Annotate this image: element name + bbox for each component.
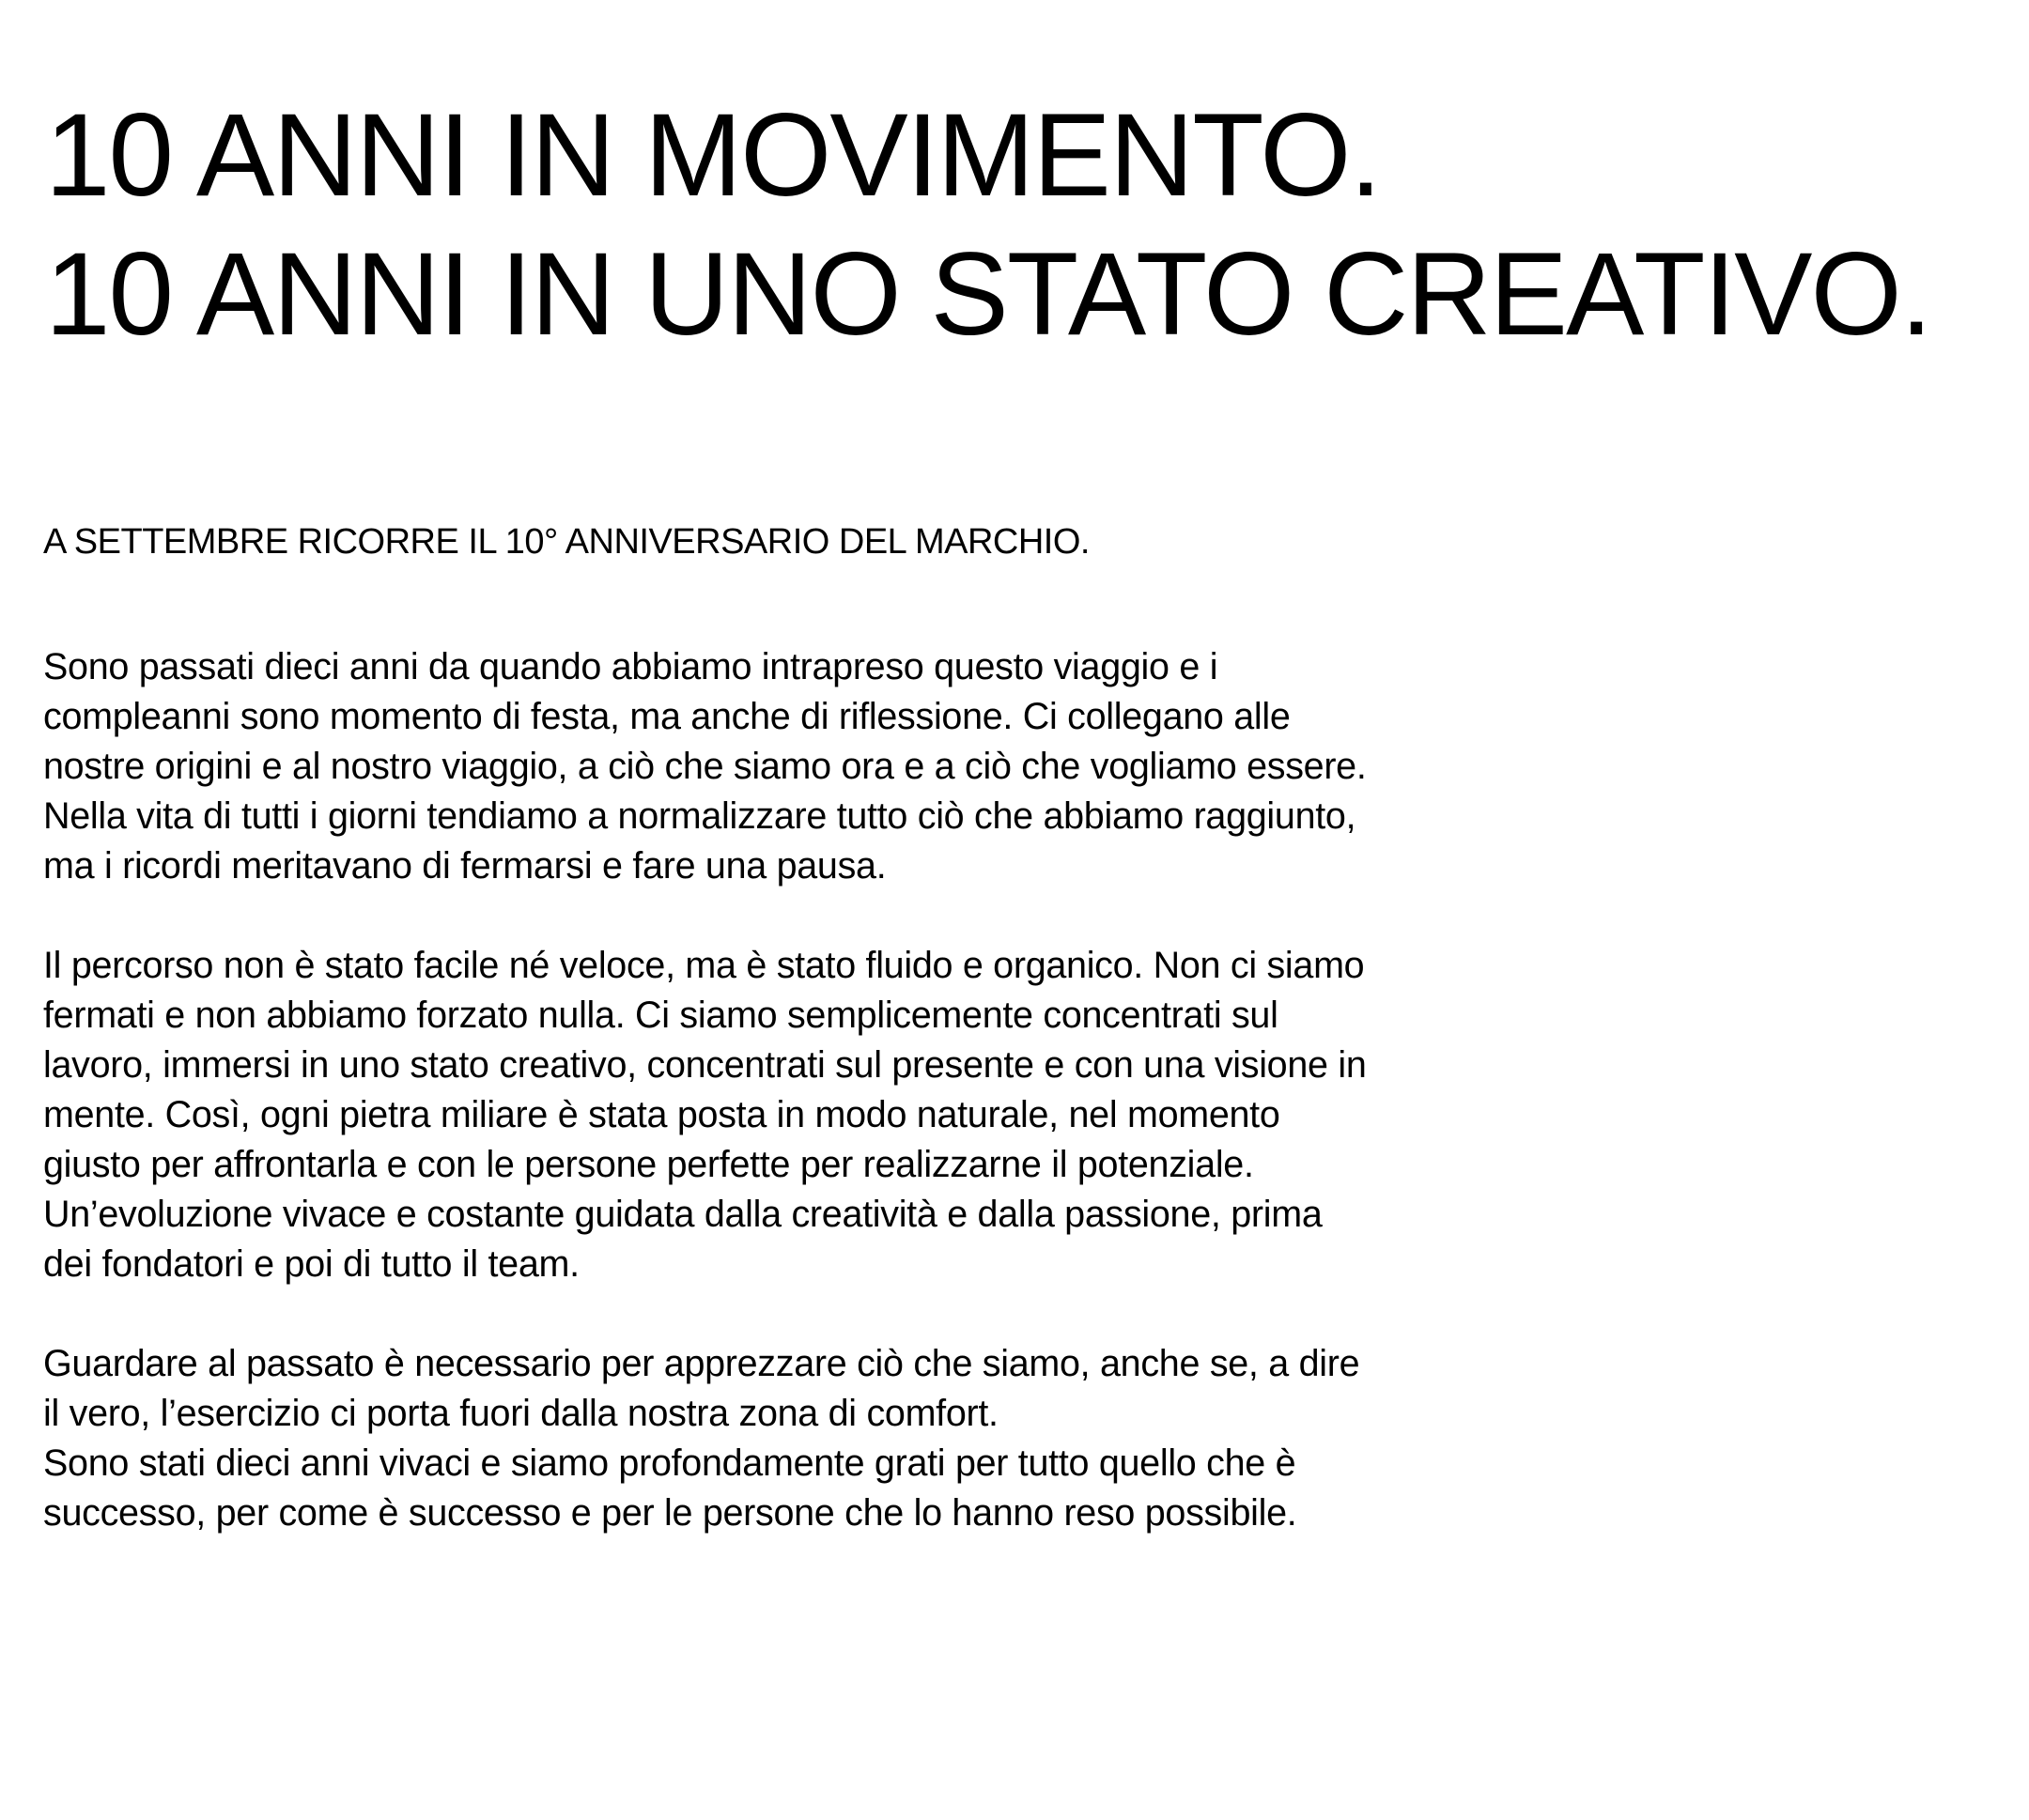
paragraph [43, 941, 1603, 1289]
text-line: giusto per affrontarla e con le persone perfette per realizzarne il potenziale. [43, 1144, 1254, 1185]
text-line: ma i ricordi meritavano di fermarsi e fare una pausa. [43, 845, 887, 887]
text-line: Il percorso non è stato facile né veloce, ma è stato fluido e organico. Non ci siamo [43, 945, 1365, 986]
body-text [43, 642, 1603, 1588]
text-line: fermati e non abbiamo forzato nulla. Ci siamo semplicemente concentrati sul [43, 995, 1278, 1036]
headline-line: 10 ANNI IN UNO STATO CREATIVO. [45, 229, 1931, 360]
text-line: compleanni sono momento di festa, ma anche di riflessione. Ci collegano alle [43, 696, 1291, 737]
text-line: Sono passati dieci anni da quando abbiamo intrapreso questo viaggio e i [43, 646, 1218, 687]
text-line: dei fondatori e poi di tutto il team. [43, 1243, 580, 1285]
text-line: il vero, l’esercizio ci porta fuori dalla nostra zona di comfort. [43, 1393, 999, 1434]
text-line: lavoro, immersi in uno stato creativo, concentrati sul presente e con una visione in [43, 1044, 1367, 1086]
headline-line: 10 ANNI IN MOVIMENTO. [45, 90, 1381, 221]
text-line: mente. Così, ogni pietra miliare è stata posta in modo naturale, nel momento [43, 1094, 1280, 1135]
text-line: nostre origini e al nostro viaggio, a ciò che siamo ora e a ciò che vogliamo essere. [43, 746, 1367, 787]
lead-statement: A SETTEMBRE RICORRE IL 10° ANNIVERSARIO DEL MARCHIO. [43, 522, 1090, 562]
text-line: Un’evoluzione vivace e costante guidata dalla creatività e dalla passione, prima [43, 1194, 1323, 1235]
text-line: successo, per come è successo e per le persone che lo hanno reso possibile. [43, 1492, 1297, 1534]
paragraph [43, 642, 1603, 891]
paragraph [43, 1339, 1603, 1538]
headline [45, 86, 1931, 364]
text-line: Sono stati dieci anni vivaci e siamo profondamente grati per tutto quello che è [43, 1442, 1296, 1484]
text-line: Guardare al passato è necessario per apprezzare ciò che siamo, anche se, a dire [43, 1343, 1360, 1384]
text-line: Nella vita di tutti i giorni tendiamo a normalizzare tutto ciò che abbiamo raggiunto, [43, 795, 1356, 837]
